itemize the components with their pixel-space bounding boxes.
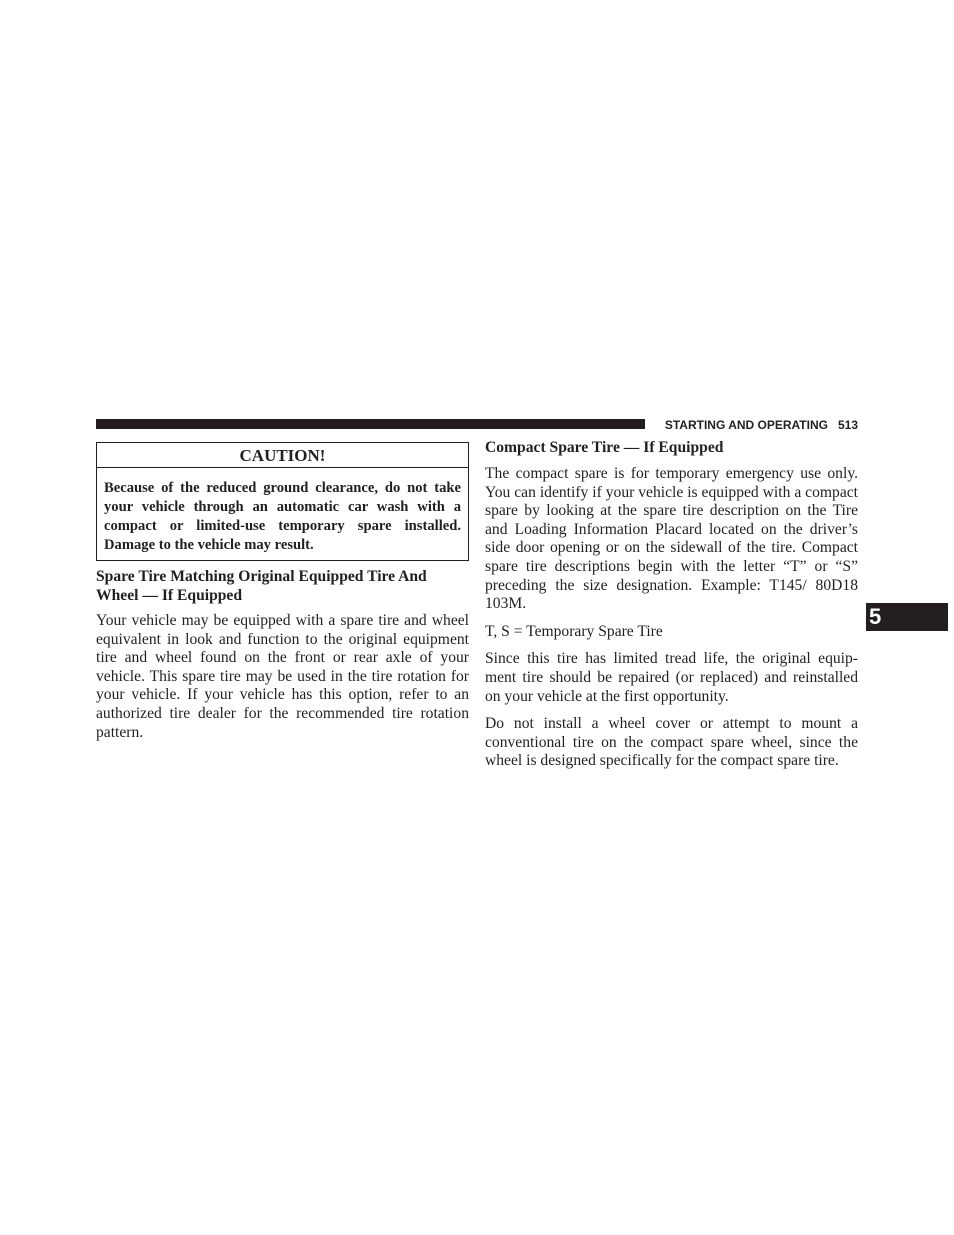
caution-title: CAUTION! [97, 443, 468, 468]
paragraph: Your vehicle may be equipped with a spare tire and wheel equivalent in look and function to the original equipment tire and wheel found on the front or rear axle of your vehicle. This spare tire may be used in the tire rotation for your vehicle. If your vehicle has this option, refer to an authorized tire dealer for the recommended tire rotation pattern. [96, 612, 469, 741]
caution-text: Because of the reduced ground clearance, do not take your vehicle through an automatic car wash with a compact or limited-use temporary spare installed. Damage to the vehicle may result. [104, 480, 461, 553]
paragraph: Do not install a wheel cover or attempt to mount a conventional tire on the compact spare wheel, since the wheel is designed specifically for the compact spare tire. [485, 715, 858, 770]
paragraph: T, S = Temporary Spare Tire [485, 622, 663, 640]
right-column [485, 438, 858, 780]
caution-box [96, 442, 469, 561]
section-heading-compact-spare: Compact Spare Tire — If Equipped [485, 439, 724, 456]
running-header [652, 418, 858, 432]
chapter-number: 5 [869, 604, 882, 629]
left-column [96, 567, 469, 751]
header-rule [96, 419, 645, 429]
section-title: STARTING AND OPERATING [664, 418, 828, 432]
section-heading-spare-matching: Spare Tire Matching Original Equipped Tire And Wheel — If Equipped [96, 568, 427, 604]
page-number: 513 [837, 418, 858, 432]
paragraph: The compact spare is for temporary emergency use only. You can identify if your vehicle is equipped with a compact spare by looking at the spare tire description on the Tire and Loading Information Placard located on the driver’s side door opening or on the sidewall of the tire. Compact spare tire descriptions begin with the letter “T” or “S” preceding the size designation. Example: T145/ 80D18 103M. [485, 465, 858, 613]
paragraph: Since this tire has limited tread life, the original equip- ment tire should be repaired (or replaced) and reinstalled on your vehicle at the first opportunity. [485, 650, 858, 705]
chapter-tab [866, 603, 948, 631]
